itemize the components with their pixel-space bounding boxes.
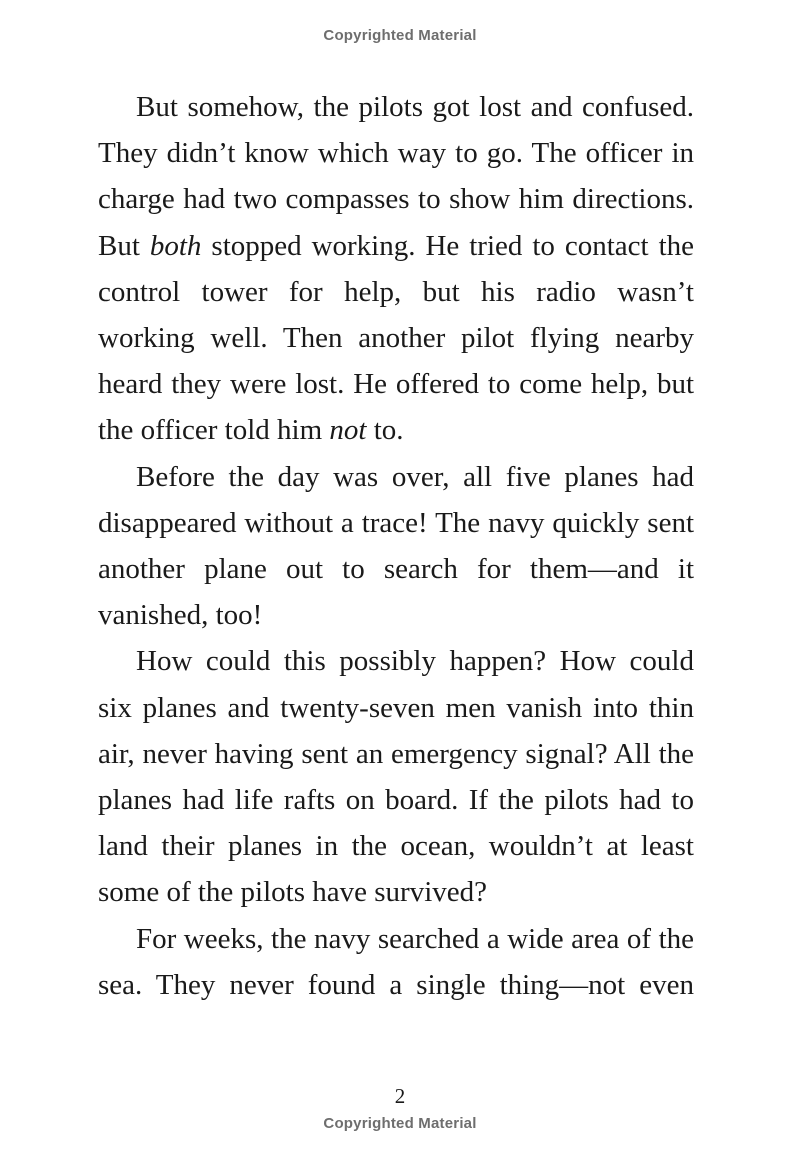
page-number: 2 <box>394 1084 406 1108</box>
text-run: How could this possibly happen? How could six planes and twenty-seven men vanish into thin air, never having sent an emergency signal? All the planes had life rafts on board. If the pilots had to land their planes in the ocean, wouldn’t at least some of the pilots have survived? <box>98 645 694 909</box>
paragraph <box>98 638 694 915</box>
paragraph <box>98 84 694 454</box>
text-run: But somehow, the pilots got lost and confused. They didn’t know which way to go. The officer in charge had two compasses to show him directions. But <box>98 91 694 262</box>
paragraph <box>98 454 694 639</box>
text-run: to. <box>366 414 404 447</box>
paragraph <box>98 916 694 1008</box>
italic-run: both <box>149 229 202 262</box>
text-run: For weeks, the navy searched a wide area of the sea. They never found a single thing—not even <box>98 922 694 1001</box>
copyright-watermark-top: Copyrighted Material <box>323 27 477 44</box>
text-run: Before the day was over, all five planes had disappeared without a trace! The navy quickly sent another plane out to search for them—and it vanished, too! <box>98 460 694 632</box>
text-run: stopped working. He tried to contact the control tower for help, but his radio wasn’t working well. Then another pilot flying nearby heard they were lost. He offered to come help, but the officer told him <box>98 229 694 447</box>
italic-run: not <box>329 414 367 447</box>
copyright-watermark-bottom: Copyrighted Material <box>323 1115 477 1132</box>
body-text <box>98 84 694 1008</box>
